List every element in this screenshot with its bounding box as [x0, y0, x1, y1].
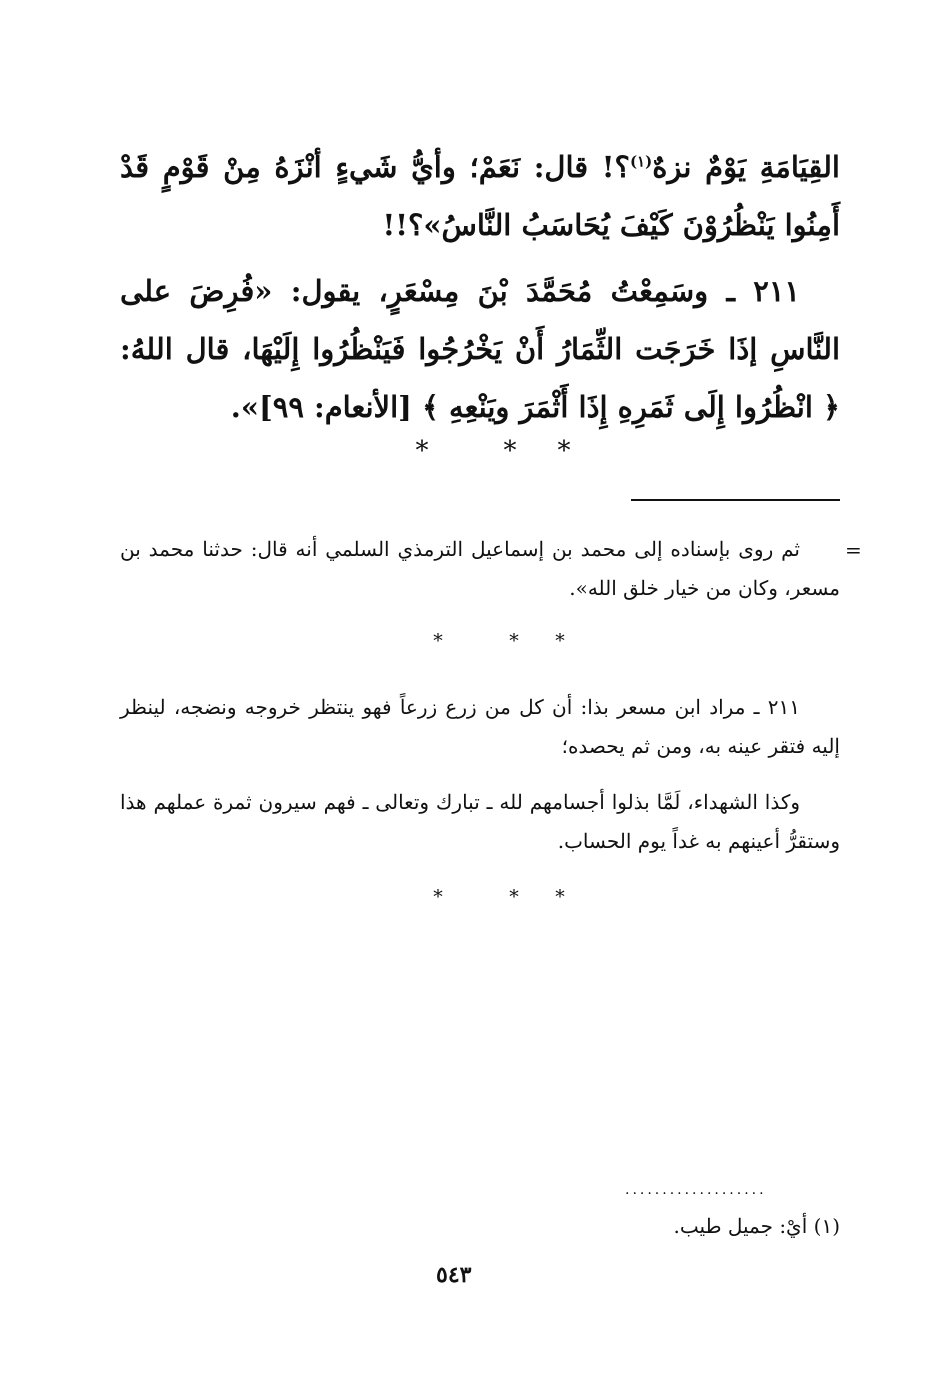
separator-star: * — [415, 436, 429, 466]
commentary-paragraph-3-text: وكذا الشهداء، لَمَّا بذلوا أجسامهم لله ـ تبارك وتعالى ـ فهم سيرون ثمرة عملهم هذا وستقرُّ أعينهم به غداً يوم الحساب. — [120, 790, 840, 853]
main-paragraph-2 — [120, 262, 840, 436]
separator-star: * — [433, 630, 443, 652]
separator-star: * — [509, 630, 519, 652]
commentary-separator-2 — [400, 886, 568, 908]
separator-star: * — [555, 630, 565, 652]
continuation-mark: = — [845, 538, 862, 562]
commentary-divider-line — [631, 499, 840, 501]
commentary-paragraph-1-text: ثم روى بإسناده إلى محمد بن إسماعيل الترمذي السلمي أنه قال: حدثنا محمد بن مسعر، وكان من خيار خلق الله». — [120, 537, 840, 600]
footnote-reference: (١) — [629, 152, 653, 171]
commentary-paragraph-1 — [120, 530, 840, 608]
commentary-paragraph-2 — [120, 688, 840, 766]
page-number: ٥٤٣ — [436, 1262, 472, 1288]
main-paragraph-1-text-a: القِيَامَةِ يَوْمٌ نزهٌ — [652, 150, 840, 184]
main-paragraph-1-text-b: ؟! قال: نَعَمْ؛ وأيُّ شَيءٍ أنْزَهُ مِنْ قَوْمٍ قَدْ أَمِنُوا يَنْظُرُوْنَ كَيْفَ يُحَاسَبُ النَّاسُ»؟!! — [120, 150, 840, 242]
separator-star: * — [557, 436, 571, 466]
separator-star: * — [433, 886, 443, 908]
separator-star: * — [503, 436, 517, 466]
main-paragraph-2-text: ٢١١ ـ وسَمِعْتُ مُحَمَّدَ بْنَ مِسْعَرٍ، يقول: «فُرِضَ على النَّاسِ إذَا خَرَجَت الثِّمَارُ أَنْ يَخْرُجُوا فَيَنْظُرُوا إِلَيْهَا، قال اللهُ: ﴿ انْظُرُوا إِلَى ثَمَرِهِ إِذَا أَثْمَرَ ويَنْعِهِ ﴾ [الأنعام: ٩٩]». — [120, 274, 840, 424]
commentary-separator-1 — [400, 630, 568, 652]
main-section-separator — [378, 436, 574, 466]
separator-star: * — [555, 886, 565, 908]
main-paragraph-1 — [120, 138, 840, 254]
separator-star: * — [509, 886, 519, 908]
footnote — [120, 1207, 840, 1246]
footnote-text: (١) أيْ: جميل طيب. — [673, 1214, 840, 1238]
footnote-divider-dots: ................... — [625, 1182, 767, 1198]
commentary-paragraph-2-text: ٢١١ ـ مراد ابن مسعر بذا: أن كل من زرع زرعاً فهو ينتظر خروجه ونضجه، لينظر إليه فتقر عينه به، ومن ثم يحصده؛ — [120, 695, 840, 758]
commentary-paragraph-3 — [120, 783, 840, 861]
